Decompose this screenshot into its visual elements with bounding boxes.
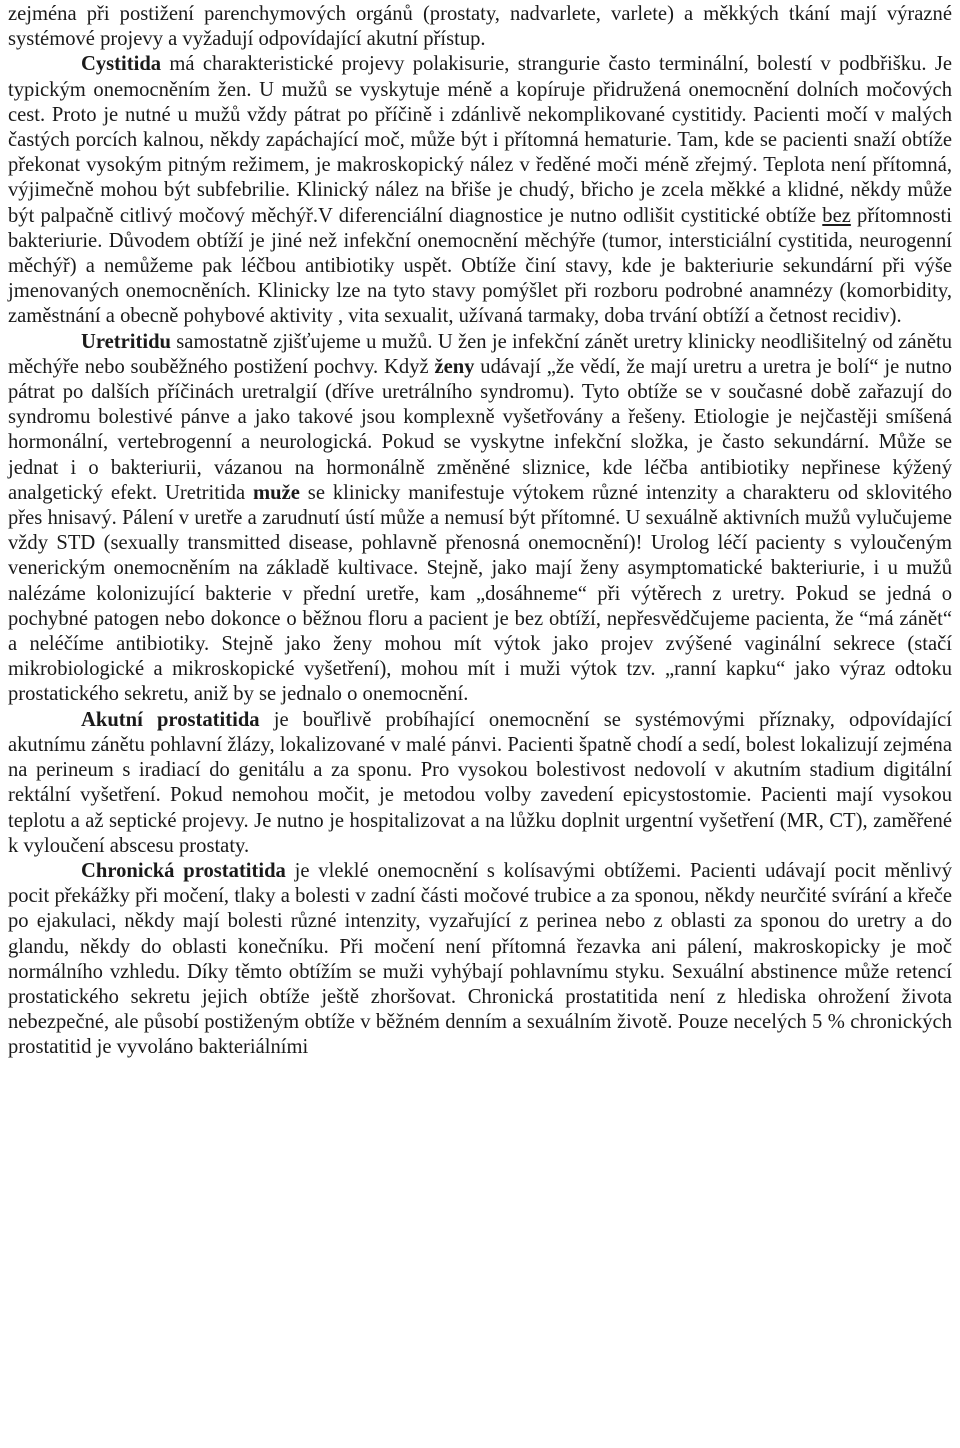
bold-term: ženy (434, 355, 475, 378)
paragraph-text: zejména při postižení parenchymových orgánů (prostaty, nadvarlete, varlete) a měkkých tkání mají výrazné systémové projevy a vyžadují odpovídající akutní přístup. (8, 3, 952, 51)
paragraph-text: udávají „že vědí, že mají uretru a uretra je bolí“ je nutno pátrat po dalších příčinách uretralgií (dříve uretrálního syndromu). Tyto obtíže se v současné době zařazují do syndromu bolestivé pánve a jako takové jsou komplexně vyšetřovány a řešeny. Etiologie je nejčastěji smíšená hormonální, vertebrogenní a neurologická. Pokud se vyskytne infekční složka, je často sekundární. Může se jednat i o bakteriurii, vázanou na hormonálně změněné sliznice, kde léčba antibiotiky nepřinese kýžený analgetický efekt. Uretritida (8, 355, 952, 504)
paragraph-text: je bouřlivě probíhající onemocnění se systémovými příznaky, odpovídající akutnímu zánětu pohlavní žlázy, lokalizované v malé pánvi. Pacienti špatně chodí a sedí, bolest lokalizují zejména na perineum s iradiací do genitálu a za sponu. Pro vysokou bolestivost nedovolí v akutním stadium digitální rektální vyšetření. Pokud nemohou močit, je metodou volby zavedení epicystostomie. Pacienti mají vysokou teplotu a až septické projevy. Je nutno je hospitalizovat a na lůžku doplnit urgentní vyšetření (MR, CT), zaměřené k vyloučení abscesu prostaty. (8, 708, 952, 857)
paragraph-text: se klinicky manifestuje výtokem různé intenzity a charakteru od sklovitého přes hnisavý. Pálení v uretře a zarudnutí ústí může a nemusí být přítomné. U sexuálně aktivních mužů vylučujeme vždy STD (sexually transmitted disease, pohlavně přenosná onemocnění)! Urolog léčí pacienty s vyloučeným venerickým onemocněním na základě kultivace. Stejně, jako mají ženy asymptomatické bakteriurie, i u mužů nalézáme kolonizující bakterie v přední uretře, kam „dosáhneme“ při výtěrech z uretry. Pokud se jedná o pochybné patogen nebo dokonce o běžnou floru a pacient je bez obtíží, nepřesvědčujeme pacienta, že “má zánět“ a neléčíme antibiotiky. Stejně jako ženy mohou mít výtok jako projev zvýšené vaginální sekrece (stačí mikrobiologické a mikroskopické vyšetření), mohou mít i muži výtok tzv. „ranní kapku“ jako výraz odtoku prostatického sekretu, aniž by se jednalo o onemocnění. (8, 481, 952, 706)
bold-term: Chronická prostatitida (81, 859, 286, 882)
bold-term: Cystitida (81, 53, 162, 76)
paragraph-chronicka-prostatitida (8, 859, 952, 1061)
bold-term: Uretritidu (81, 330, 171, 353)
bold-term: muže (253, 481, 300, 504)
bold-term: Akutní prostatitida (81, 708, 260, 731)
paragraph-uretritida (8, 330, 952, 708)
paragraph-text: samostatně zjišťujeme u mužů. U žen je infekční zánět uretry klinicky neodlišitelný od zánětu měchýře nebo souběžného postižení pochvy. Když (8, 330, 952, 378)
paragraph-text: přítomnosti bakteriurie. Důvodem obtíží je jiné než infekční onemocnění měchýře (tumor, intersticiální cystitida, neurogenní měchýř) a nemůžeme pak léčbou antibiotiky uspět. Obtíže činí stavy, kde je bakteriurie sekundární při výše jmenovaných onemocněních. Klinicky lze na tyto stavy pomýšlet při rozboru podrobné anamnézy (komorbidity, zaměstnání a obecně pohybové aktivity , vita sexualit, užívaná tarmaky, doba trvání obtíží a četnost recidiv). (8, 204, 952, 328)
underlined-text: bez (822, 204, 851, 227)
paragraph-text: má charakteristické projevy polakisurie, strangurie často terminální, bolestí v podbřišku. Je typickým onemocněním žen. U mužů se vyskytuje méně a kopíruje přidružená onemocnění dolních močových cest. Proto je nutné u mužů vždy pátrat po příčině i zdánlivě nekomplikované cystitidy. Pacienti močí v malých častých porcích kalnou, někdy zapáchající moč, může být i přítomná hematurie. Tam, kde se pacienti snaží obtíže překonat vysokým pitným režimem, je makroskopický nález v ředěné moči méně zřejmý. Teplota není přítomná, výjimečně mohou být subfebrilie. Klinický nález na břiše je chudý, břicho je zcela měkké a klidné, někdy může být palpačně citlivý močový měchýř.V diferenciální diagnostice je nutno odlišit cystitické obtíže (8, 53, 952, 227)
paragraph-akutni-prostatitida (8, 708, 952, 859)
paragraph-cystitida (8, 52, 952, 329)
paragraph-cystitis (8, 2, 952, 52)
paragraph-text: je vleklé onemocnění s kolísavými obtížemi. Pacienti udávají pocit měnlivý pocit překážky při močení, tlaky a bolesti v zadní části močové trubice a za sponou, někdy neurčité svírání a křeče po ejakulaci, někdy mají bolesti různé intenzity, vyzařující z perinea nebo z oblasti za sponou do uretry a do glandu, někdy do oblasti konečníku. Při močení není přítomná řezavka ani pálení, makroskopicky je moč normálního vzhledu. Díky těmto obtížím se muži vyhýbají pohlavnímu styku. Sexuální abstinence může retencí prostatického sekretu jejich obtíže ještě zhoršovat. Chronická prostatitida není z hlediska ohrožení života nebezpečné, ale působí postiženým obtíže v běžném denním a sexuálním životě. Pouze necelých 5 % chronických prostatitid je vyvoláno bakteriálními (8, 859, 953, 1059)
